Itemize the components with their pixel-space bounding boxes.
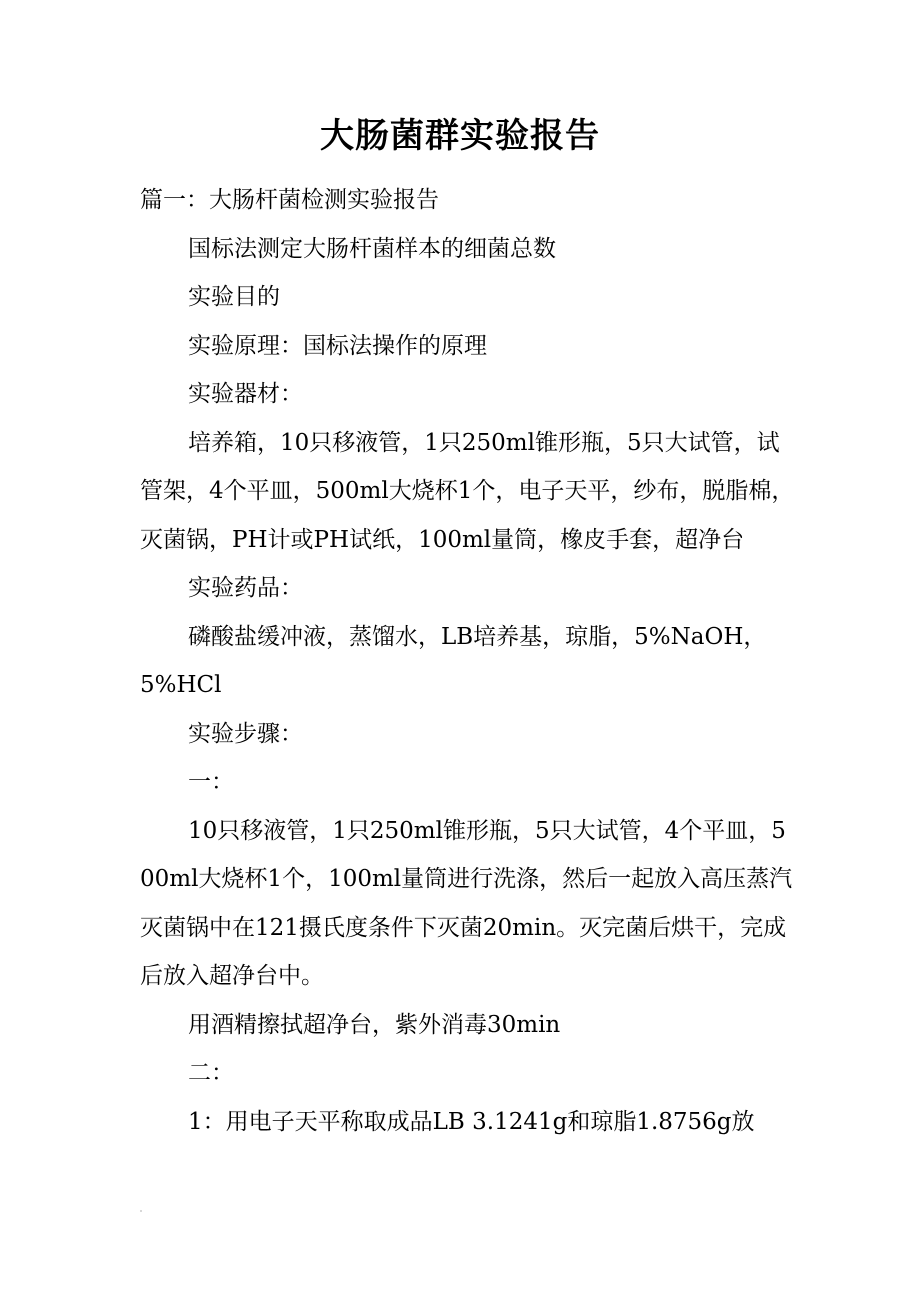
paragraph: 国标法测定大肠杆菌样本的细菌总数 xyxy=(188,235,556,262)
paragraph: 二： xyxy=(188,1060,234,1086)
paragraph: 实验器材： xyxy=(188,381,303,407)
paragraph: 实验药品： xyxy=(188,575,303,601)
paragraph: 磷酸盐缓冲液，蒸馏水，LB培养基，琼脂，5%NaOH，5%HCl xyxy=(140,623,767,698)
paragraph: 实验目的 xyxy=(188,284,280,310)
paragraph: 培养箱，10只移液管，1只250ml锥形瓶，5只大试管，试管架，4个平皿，500ml大烧杯1个，电子天平，纱布，脱脂棉，灭菌锅，PH计或PH试纸，100ml量筒，橡皮手套，超净台 xyxy=(140,429,795,553)
document-body xyxy=(140,176,800,1146)
paragraph: 用酒精擦拭超净台，紫外消毒30min xyxy=(188,1011,561,1038)
paragraph: 一： xyxy=(188,769,234,795)
paragraph: 10只移液管，1只250ml锥形瓶，5只大试管，4个平皿，500ml大烧杯1个，100ml量筒进行洗涤，然后一起放入高压蒸汽灭菌锅中在121摄氏度条件下灭菌20min。灭完菌后烘干，完成后放入超净台中。 xyxy=(140,817,793,989)
page-mark xyxy=(140,1210,142,1212)
document-title: 大肠菌群实验报告 xyxy=(320,116,600,156)
section-heading: 篇一：大肠杆菌检测实验报告 xyxy=(140,187,439,213)
paragraph: 实验原理：国标法操作的原理 xyxy=(188,332,487,359)
paragraph: 1：用电子天平称取成品LB 3.1241g和琼脂1.8756g放 xyxy=(188,1108,755,1135)
paragraph: 实验步骤： xyxy=(188,720,303,747)
